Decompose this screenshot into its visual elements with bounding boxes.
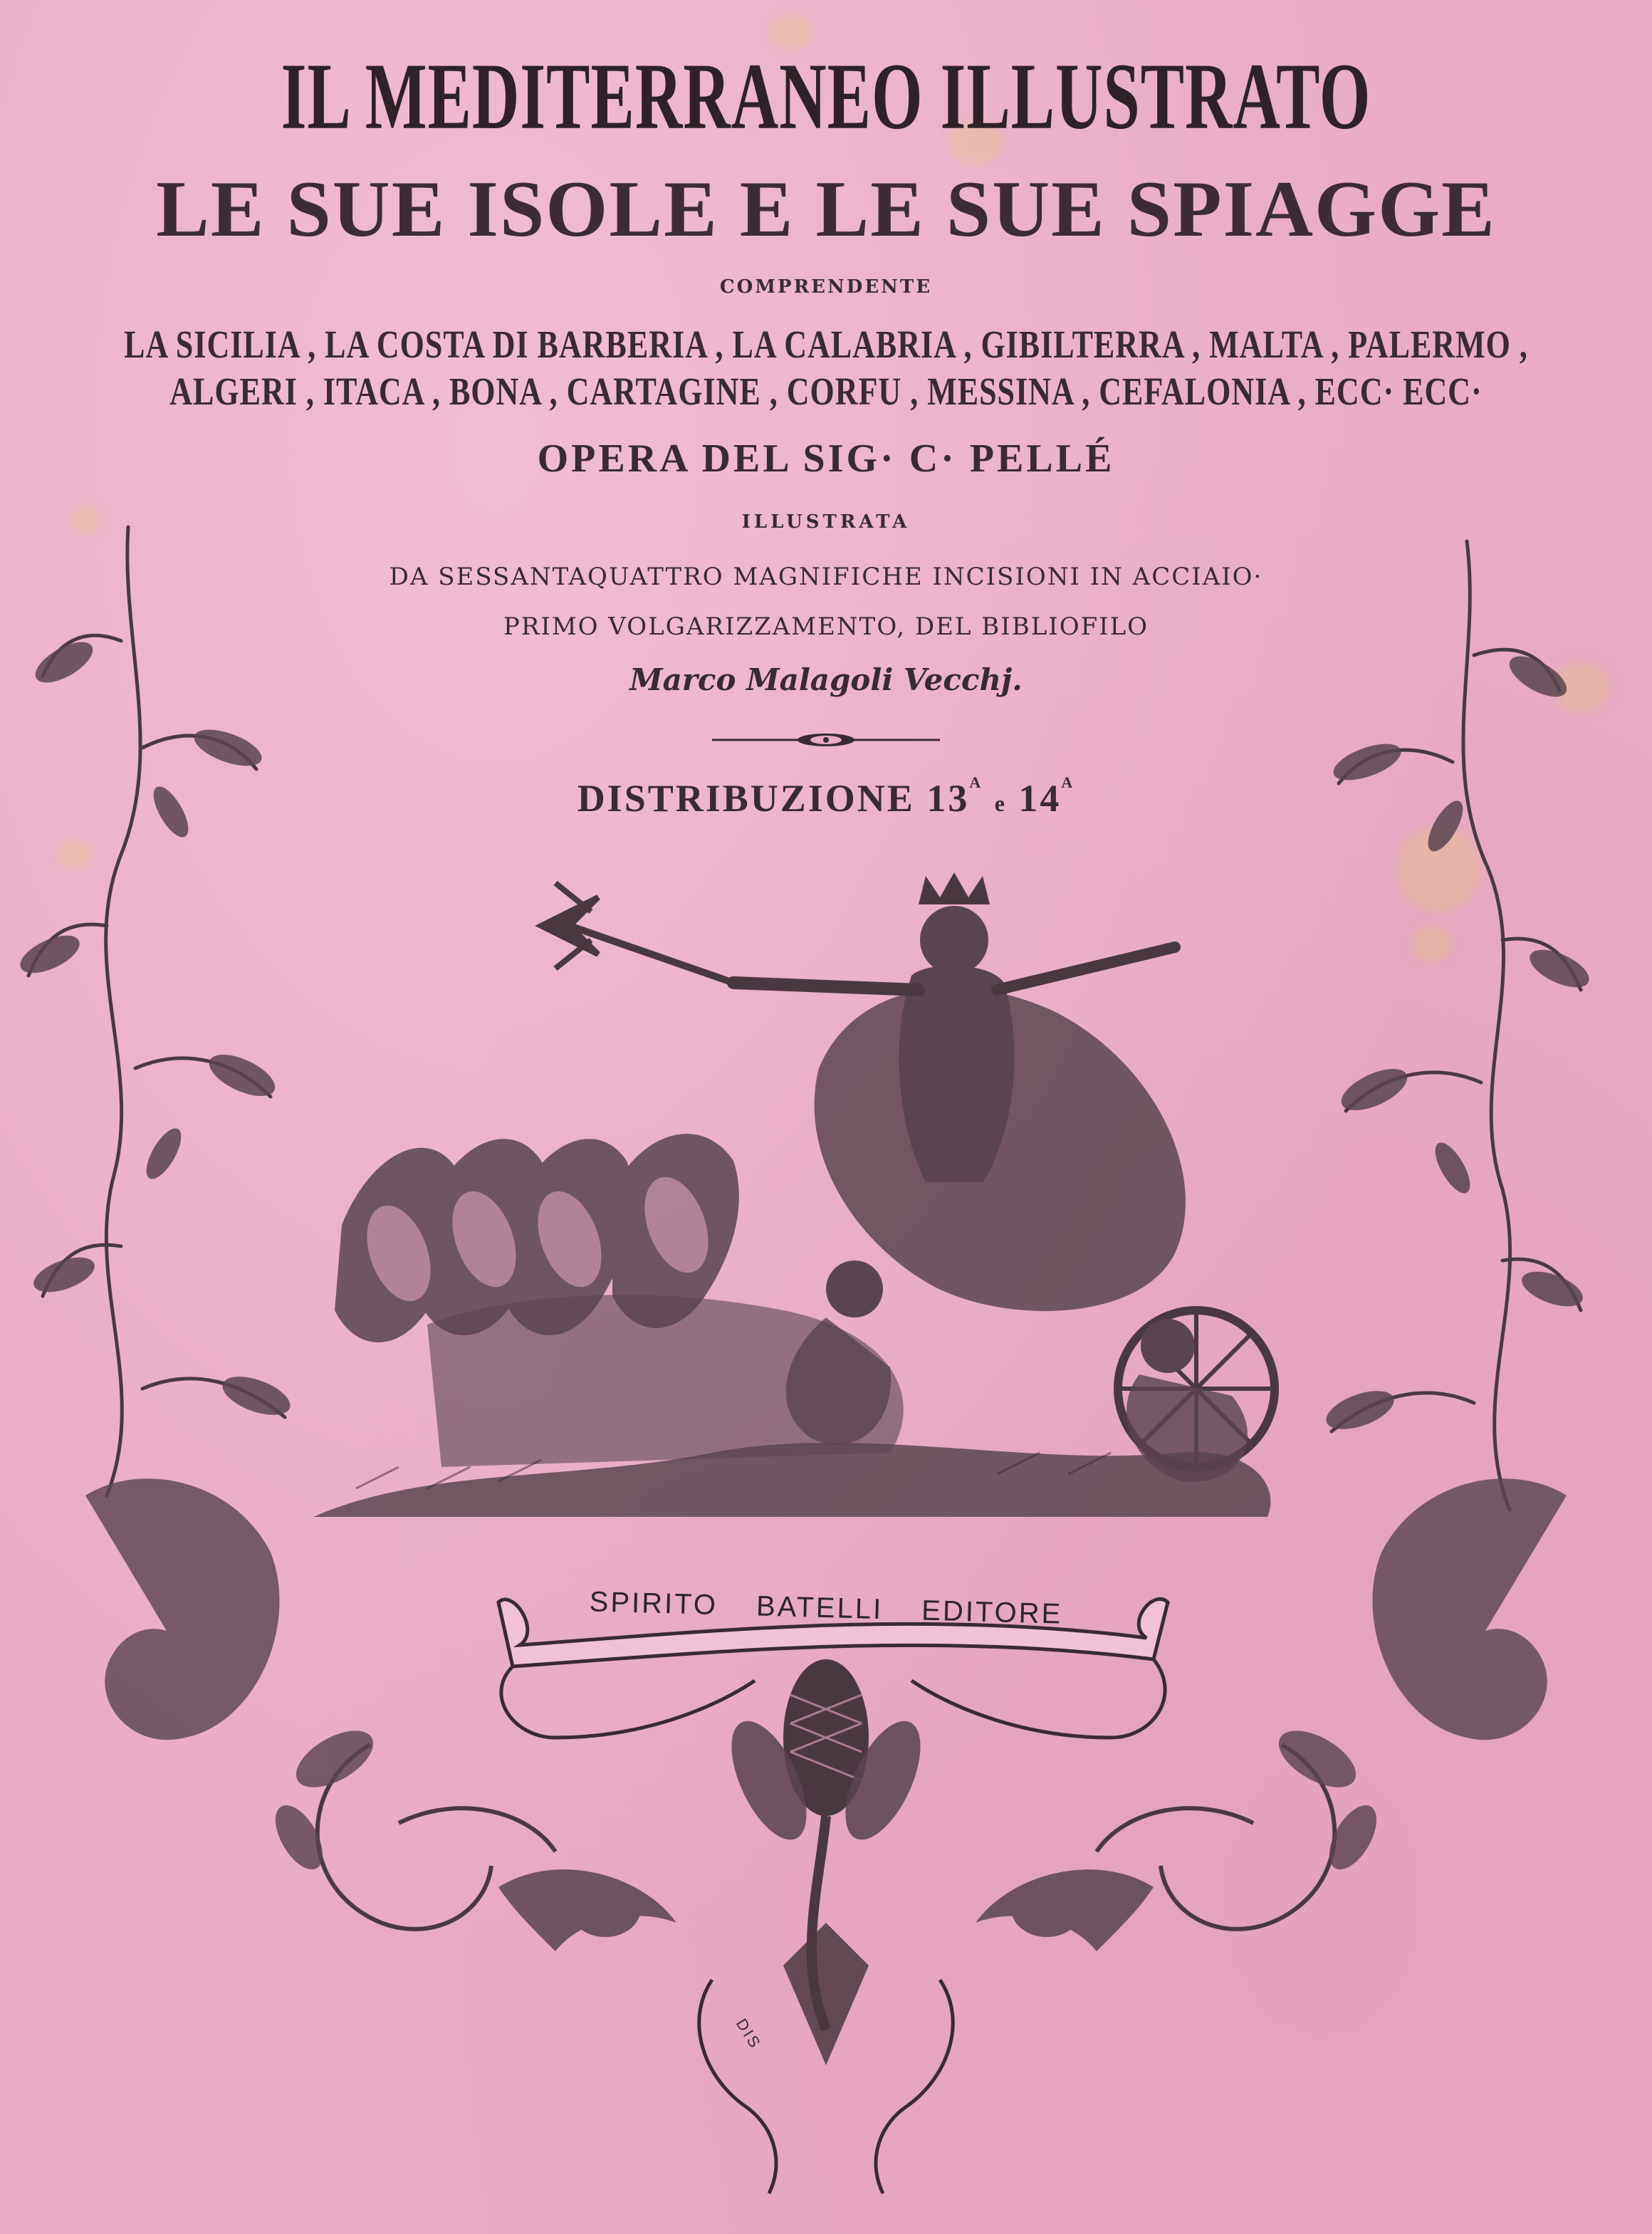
distribution-conj: e [994,790,1007,816]
author-line: OPERA DEL SIG· C· PELLÉ [537,437,1115,481]
illustrata-label: ILLUSTRATA [741,511,911,533]
places-line-1: LA SICILIA , LA COSTA DI BARBERIA , LA CALABRIA , GIBILTERRA , MALTA , PALERMO , [124,323,1528,367]
distribution-sup-1: A [969,773,983,791]
distribution-num-1: 13 [926,777,970,820]
engravings-line: DA SESSANTAQUATTRO MAGNIFICHE INCISIONI IN ACCIAIO· [389,563,1263,591]
translation-line: PRIMO VOLGARIZZAMENTO, DEL BIBLIOFILO [503,612,1149,641]
distribution-num-2: 14 [1018,777,1062,820]
banner-word-1: SPIRITO [589,1586,718,1622]
distribution-sup-2: A [1061,773,1075,791]
banner-word-2: BATELLI [756,1590,884,1626]
title-line-1: IL MEDITERRANEO ILLUSTRATO [281,43,1371,149]
banner-word-3: EDITORE [921,1594,1063,1630]
ribbon-inscription: DIS [732,2015,765,2052]
translator-name: Marco Malagoli Vecchj. [629,662,1023,697]
title-line-2: LE SUE ISOLE E LE SUE SPIAGGE [156,165,1496,254]
places-line-2: ALGERI , ITACA , BONA , CARTAGINE , CORFU , MESSINA , CEFALONIA , ECC· ECC· [169,370,1483,414]
comprendente-label: COMPRENDENTE [719,276,933,298]
distribution-label: DISTRIBUZIONE [577,777,915,820]
